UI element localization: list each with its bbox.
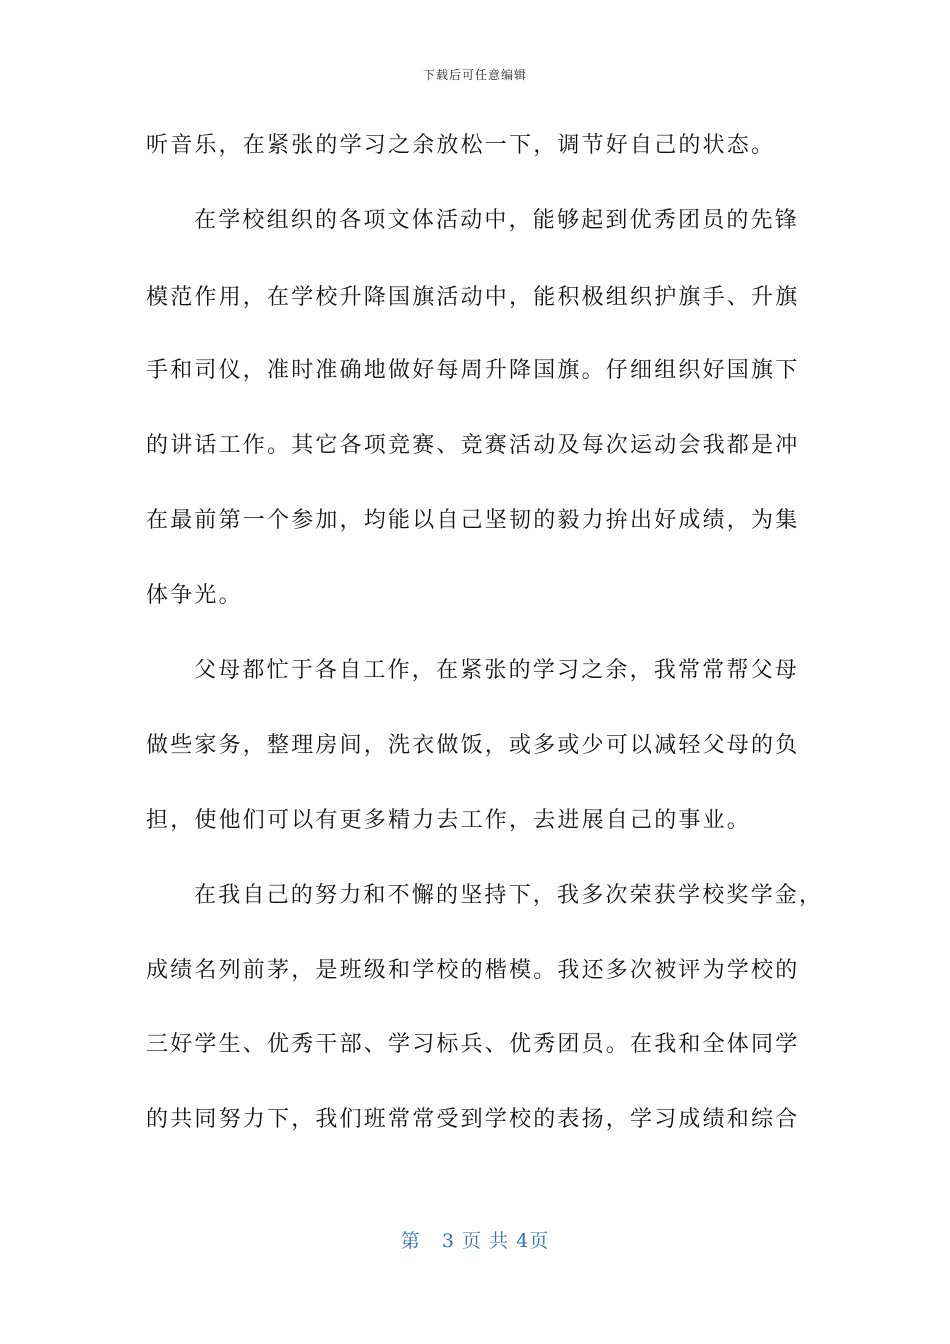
text-line: 的共同努力下，我们班常常受到学校的表扬，学习成绩和综合 xyxy=(146,1107,800,1132)
text-line: 三好学生、优秀干部、学习标兵、优秀团员。在我和全体同学 xyxy=(146,1032,800,1057)
page-label-suffix: 页 xyxy=(529,1230,550,1252)
text-line: 模范作用，在学校升降国旗活动中，能积极组织护旗手、升旗 xyxy=(146,285,800,310)
page-label-prefix: 第 xyxy=(400,1230,421,1252)
text-line: 体争光。 xyxy=(146,583,243,608)
page-label-middle: 页 共 xyxy=(462,1230,510,1252)
text-line: 手和司仪，准时准确地做好每周升降国旗。仔细组织好国旗下 xyxy=(146,358,800,383)
paragraph-first-line: 父母都忙于各自工作，在紧张的学习之余，我常常帮父母 xyxy=(194,658,800,683)
text-line: 在最前第一个参加，均能以自己坚韧的毅力拚出好成绩，为集 xyxy=(146,508,800,533)
text-line: 成绩名列前茅，是班级和学校的楷模。我还多次被评为学校的 xyxy=(146,958,800,983)
page-header: 下载后可任意编辑 xyxy=(422,68,527,82)
paragraph-first-line: 在学校组织的各项文体活动中，能够起到优秀团员的先锋 xyxy=(194,208,800,233)
text-line: 做些家务，整理房间，洗衣做饭，或多或少可以减轻父母的负 xyxy=(146,733,800,758)
paragraph-first-line: 在我自己的努力和不懈的坚持下，我多次荣获学校奖学金， xyxy=(194,883,824,908)
page-footer xyxy=(0,1226,950,1253)
total-pages-number: 4 xyxy=(516,1230,530,1252)
text-line: 的讲话工作。其它各项竞赛、竞赛活动及每次运动会我都是冲 xyxy=(146,433,800,458)
current-page-number: 3 xyxy=(441,1230,455,1252)
text-line: 听音乐，在紧张的学习之余放松一下，调节好自己的状态。 xyxy=(146,133,776,158)
text-line: 担，使他们可以有更多精力去工作，去进展自己的事业。 xyxy=(146,808,752,833)
